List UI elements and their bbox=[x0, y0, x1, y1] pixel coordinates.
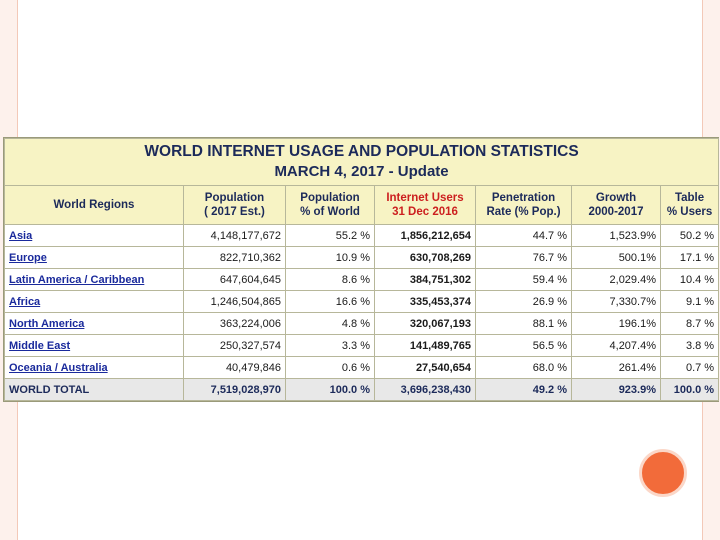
pct-world-cell: 4.8 % bbox=[286, 313, 375, 335]
table-row bbox=[5, 357, 719, 379]
penetration-cell: 56.5 % bbox=[476, 335, 572, 357]
pct-users-cell: 0.7 % bbox=[661, 357, 719, 379]
total-penetration-cell: 49.2 % bbox=[476, 379, 572, 401]
region-link-middle-east[interactable]: Middle East bbox=[5, 335, 184, 357]
population-cell: 822,710,362 bbox=[184, 247, 286, 269]
table-row bbox=[5, 313, 719, 335]
title-line-1: WORLD INTERNET USAGE AND POPULATION STATISTICS bbox=[144, 143, 579, 160]
growth-cell: 7,330.7% bbox=[572, 291, 661, 313]
header-label: Penetration bbox=[491, 192, 556, 204]
pct-users-cell: 8.7 % bbox=[661, 313, 719, 335]
pct-users-cell: 17.1 % bbox=[661, 247, 719, 269]
internet-users-cell: 320,067,193 bbox=[375, 313, 476, 335]
total-pct-users-cell: 100.0 % bbox=[661, 379, 719, 401]
pct-world-cell: 10.9 % bbox=[286, 247, 375, 269]
header-sublabel: 2000-2017 bbox=[588, 206, 644, 218]
statistics-table-panel bbox=[3, 137, 719, 402]
header-label: Internet Users bbox=[386, 192, 464, 204]
growth-cell: 2,029.4% bbox=[572, 269, 661, 291]
internet-usage-table bbox=[4, 138, 719, 401]
table-row bbox=[5, 225, 719, 247]
growth-cell: 4,207.4% bbox=[572, 335, 661, 357]
total-pct-world-cell: 100.0 % bbox=[286, 379, 375, 401]
internet-users-cell: 630,708,269 bbox=[375, 247, 476, 269]
pct-users-cell: 9.1 % bbox=[661, 291, 719, 313]
total-label: WORLD TOTAL bbox=[5, 379, 184, 401]
internet-users-cell: 335,453,374 bbox=[375, 291, 476, 313]
header-sublabel: Rate (% Pop.) bbox=[486, 206, 561, 218]
region-link-oceania[interactable]: Oceania / Australia bbox=[5, 357, 184, 379]
pct-world-cell: 55.2 % bbox=[286, 225, 375, 247]
population-cell: 1,246,504,865 bbox=[184, 291, 286, 313]
population-cell: 363,224,006 bbox=[184, 313, 286, 335]
world-total-row bbox=[5, 379, 719, 401]
header-label: Growth bbox=[595, 192, 637, 204]
population-cell: 4,148,177,672 bbox=[184, 225, 286, 247]
pct-world-cell: 3.3 % bbox=[286, 335, 375, 357]
header-sublabel: 31 Dec 2016 bbox=[392, 206, 458, 218]
table-row bbox=[5, 335, 719, 357]
pct-users-cell: 10.4 % bbox=[661, 269, 719, 291]
header-internet-users bbox=[375, 186, 476, 225]
region-link-asia[interactable]: Asia bbox=[5, 225, 184, 247]
header-label: Population bbox=[300, 192, 360, 204]
header-pct-users bbox=[661, 186, 719, 225]
title-line-2: MARCH 4, 2017 - Update bbox=[274, 163, 449, 180]
penetration-cell: 76.7 % bbox=[476, 247, 572, 269]
pct-users-cell: 3.8 % bbox=[661, 335, 719, 357]
growth-cell: 1,523.9% bbox=[572, 225, 661, 247]
decorative-circle bbox=[639, 449, 687, 497]
penetration-cell: 59.4 % bbox=[476, 269, 572, 291]
internet-users-cell: 27,540,654 bbox=[375, 357, 476, 379]
internet-users-cell: 384,751,302 bbox=[375, 269, 476, 291]
table-row bbox=[5, 247, 719, 269]
internet-users-cell: 1,856,212,654 bbox=[375, 225, 476, 247]
header-world-regions bbox=[5, 186, 184, 225]
region-link-north-america[interactable]: North America bbox=[5, 313, 184, 335]
total-users-cell: 3,696,238,430 bbox=[375, 379, 476, 401]
table-row bbox=[5, 269, 719, 291]
pct-world-cell: 0.6 % bbox=[286, 357, 375, 379]
growth-cell: 196.1% bbox=[572, 313, 661, 335]
header-label: Population bbox=[204, 192, 265, 204]
header-growth bbox=[572, 186, 661, 225]
header-penetration bbox=[476, 186, 572, 225]
penetration-cell: 68.0 % bbox=[476, 357, 572, 379]
total-growth-cell: 923.9% bbox=[572, 379, 661, 401]
pct-world-cell: 8.6 % bbox=[286, 269, 375, 291]
region-link-latin-america[interactable]: Latin America / Caribbean bbox=[5, 269, 184, 291]
header-row bbox=[5, 186, 719, 225]
population-cell: 250,327,574 bbox=[184, 335, 286, 357]
region-link-africa[interactable]: Africa bbox=[5, 291, 184, 313]
header-sublabel: ( 2017 Est.) bbox=[204, 206, 265, 218]
population-cell: 40,479,846 bbox=[184, 357, 286, 379]
header-population bbox=[184, 186, 286, 225]
growth-cell: 261.4% bbox=[572, 357, 661, 379]
total-population-cell: 7,519,028,970 bbox=[184, 379, 286, 401]
header-label: World Regions bbox=[53, 199, 135, 211]
header-sublabel: % of World bbox=[300, 206, 360, 218]
header-sublabel: % Users bbox=[666, 206, 713, 218]
table-row bbox=[5, 291, 719, 313]
penetration-cell: 44.7 % bbox=[476, 225, 572, 247]
header-label: Table bbox=[674, 192, 705, 204]
header-pct-world bbox=[286, 186, 375, 225]
pct-users-cell: 50.2 % bbox=[661, 225, 719, 247]
internet-users-cell: 141,489,765 bbox=[375, 335, 476, 357]
penetration-cell: 88.1 % bbox=[476, 313, 572, 335]
pct-world-cell: 16.6 % bbox=[286, 291, 375, 313]
region-link-europe[interactable]: Europe bbox=[5, 247, 184, 269]
table-title bbox=[5, 139, 719, 186]
population-cell: 647,604,645 bbox=[184, 269, 286, 291]
growth-cell: 500.1% bbox=[572, 247, 661, 269]
penetration-cell: 26.9 % bbox=[476, 291, 572, 313]
